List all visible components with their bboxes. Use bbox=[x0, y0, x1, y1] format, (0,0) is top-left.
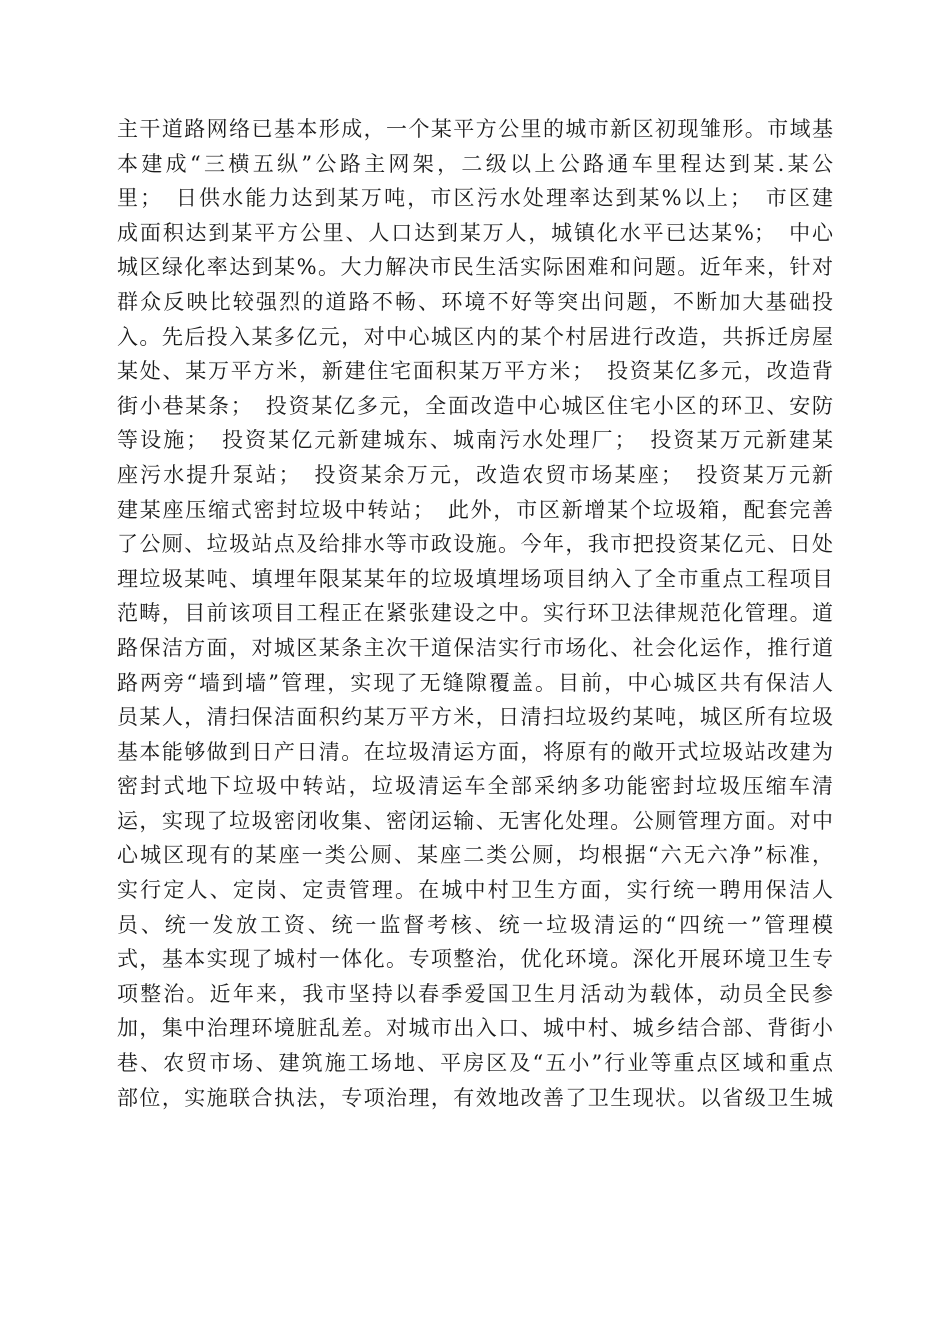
text-line: 成面积达到某平方公里、人口达到某万人，城镇化水平已达某%； 中心 bbox=[117, 220, 833, 245]
text-line: 员、统一发放工资、统一监督考核、统一垃圾清运的“四统一”管理模 bbox=[117, 912, 833, 937]
text-line: 理垃圾某吨、填埋年限某某年的垃圾填埋场项目纳入了全市重点工程项目 bbox=[117, 566, 833, 591]
text-line: 式，基本实现了城村一体化。专项整治，优化环境。深化开展环境卫生专 bbox=[117, 947, 833, 972]
text-line: 基本能够做到日产日清。在垃圾清运方面，将原有的敞开式垃圾站改建为 bbox=[117, 739, 833, 764]
text-line: 运，实现了垃圾密闭收集、密闭运输、无害化处理。公厕管理方面。对中 bbox=[117, 808, 833, 833]
text-line: 等设施； 投资某亿元新建城东、城南污水处理厂； 投资某万元新建某 bbox=[117, 428, 833, 453]
text-line: 项整治。近年来，我市坚持以春季爱国卫生月活动为载体，动员全民参 bbox=[117, 981, 833, 1006]
text-line: 加，集中治理环境脏乱差。对城市出入口、城中村、城乡结合部、背街小 bbox=[117, 1016, 833, 1041]
text-line: 本建成“三横五纵”公路主网架，二级以上公路通车里程达到某.某公 bbox=[117, 151, 833, 176]
text-line: 入。先后投入某多亿元，对中心城区内的某个村居进行改造，共拆迁房屋 bbox=[117, 324, 833, 349]
text-line: 座污水提升泵站； 投资某余万元，改造农贸市场某座； 投资某万元新 bbox=[117, 462, 833, 487]
text-line: 里； 日供水能力达到某万吨，市区污水处理率达到某%以上； 市区建 bbox=[117, 186, 833, 211]
text-line: 路保洁方面，对城区某条主次干道保洁实行市场化、社会化运作，推行道 bbox=[117, 635, 833, 660]
text-line: 建某座压缩式密封垃圾中转站； 此外，市区新增某个垃圾箱，配套完善 bbox=[117, 497, 833, 522]
text-line: 某处、某万平方米，新建住宅面积某万平方米； 投资某亿多元，改造背 bbox=[117, 359, 833, 384]
text-line: 了公厕、垃圾站点及给排水等市政设施。今年，我市把投资某亿元、日处 bbox=[117, 532, 833, 557]
body-paragraph bbox=[117, 112, 833, 1115]
text-line: 主干道路网络已基本形成，一个某平方公里的城市新区初现雏形。市域基 bbox=[117, 117, 833, 141]
text-line: 街小巷某条； 投资某亿多元，全面改造中心城区住宅小区的环卫、安防 bbox=[117, 393, 833, 418]
text-line: 范畴，目前该项目工程正在紧张建设之中。实行环卫法律规范化管理。道 bbox=[117, 601, 833, 626]
text-line: 员某人，清扫保洁面积约某万平方米，日清扫垃圾约某吨，城区所有垃圾 bbox=[117, 705, 833, 730]
text-line: 群众反映比较强烈的道路不畅、环境不好等突出问题，不断加大基础投 bbox=[117, 289, 833, 314]
text-line: 心城区现有的某座一类公厕、某座二类公厕，均根据“六无六净”标准， bbox=[117, 843, 833, 868]
text-line: 巷、农贸市场、建筑施工场地、平房区及“五小”行业等重点区域和重点 bbox=[117, 1051, 833, 1076]
text-line: 部位，实施联合执法，专项治理，有效地改善了卫生现状。以省级卫生城 bbox=[117, 1085, 833, 1110]
text-line: 密封式地下垃圾中转站，垃圾清运车全部采纳多功能密封垃圾压缩车清 bbox=[117, 774, 833, 799]
text-line: 路两旁“墙到墙”管理，实现了无缝隙覆盖。目前，中心城区共有保洁人 bbox=[117, 670, 833, 695]
text-line: 城区绿化率达到某%。大力解决市民生活实际困难和问题。近年来，针对 bbox=[117, 255, 833, 280]
text-line: 实行定人、定岗、定责管理。在城中村卫生方面，实行统一聘用保洁人 bbox=[117, 878, 833, 903]
